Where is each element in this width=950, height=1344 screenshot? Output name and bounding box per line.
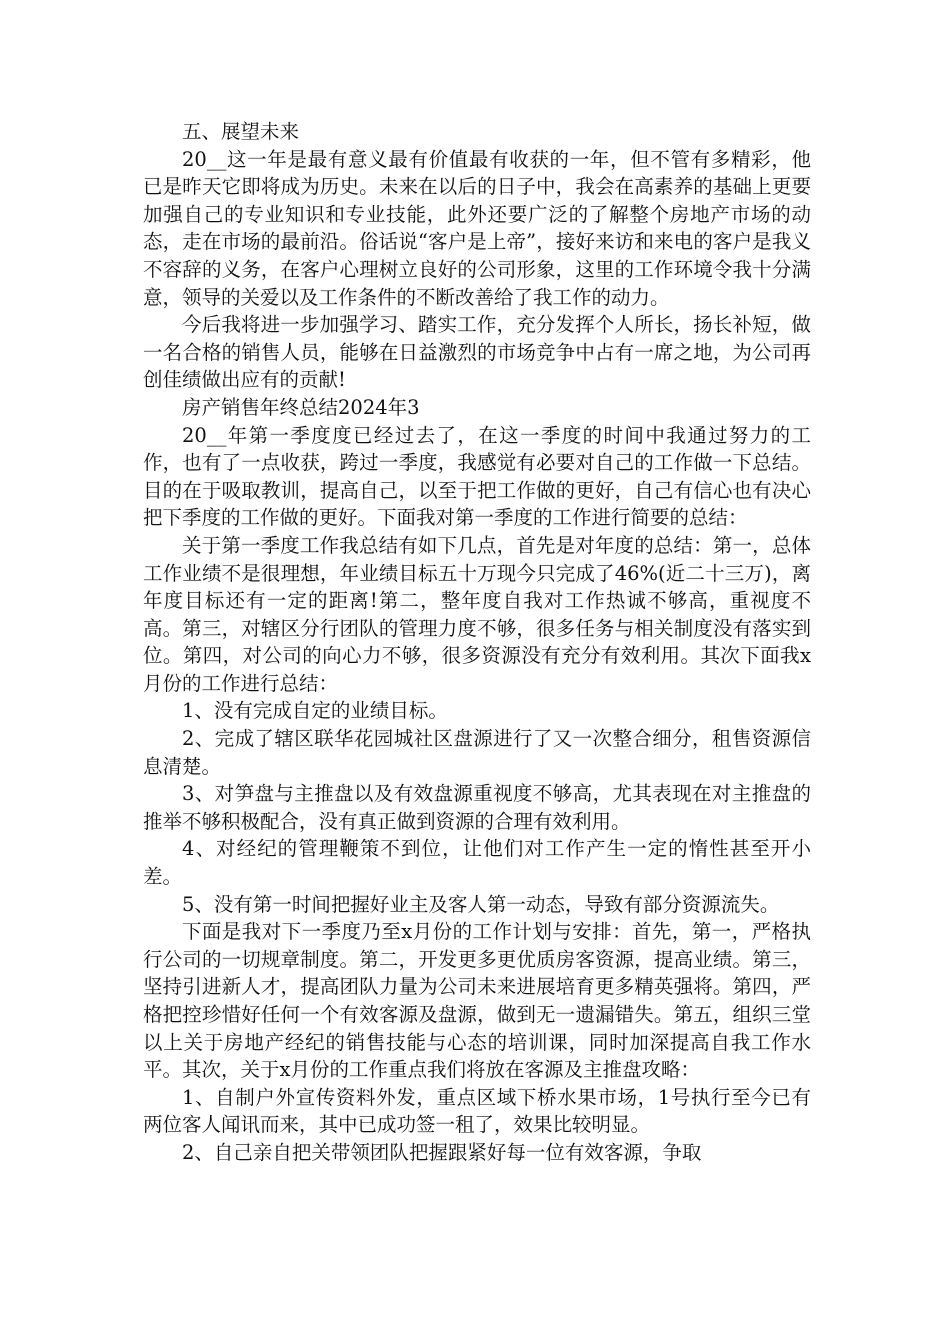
paragraph-next-plan: 下面是我对下一季度乃至x月份的工作计划与安排：首先，第一，严格执行公司的一切规章制度。第二，开发更多更优质房客资源，提高业绩。第三，坚持引进新人才，提高团队力量为公司未来进展培育更多精英强将。第四，严格把控珍惜好任何一个有效客源及盘源，做到无一遗漏错失。第五，组织三堂以上关于房地产经纪的销售技能与心态的培训课，同时加深提高自我工作水平。其次，关于x月份的工作重点我们将放在客源及主推盘攻略：: [143, 920, 811, 1082]
section-heading-summary-3: 房产销售年终总结2024年3: [182, 395, 420, 419]
paragraph-q1-summary: 关于第一季度工作我总结有如下几点，首先是对年度的总结：第一，总体工作业绩不是很理想，年业绩目标五十万现今只完成了46%(近二十三万)，离年度目标还有一定的距离!第二，整年度自我对工作热诚不够高，重视度不高。第三，对辖区分行团队的管理力度不够，很多任务与相关制度没有落实到位。第四，对公司的向心力不够，很多资源没有充分有效利用。其次下面我x月份的工作进行总结：: [143, 533, 811, 695]
list-item-5: 5、没有第一时间把握好业主及客人第一动态，导致有部分资源流失。: [182, 892, 780, 916]
plan-item-2: 2、自己亲自把关带领团队把握跟紧好每一位有效客源，争取: [182, 1140, 702, 1164]
paragraph-q1-intro: 20__年第一季度度已经过去了，在这一季度的时间中我通过努力的工作，也有了一点收获，跨过一季度，我感觉有必要对自己的工作做一下总结。目的在于吸取教训，提高自己，以至于把工作做的更好，自己有信心也有决心把下季度的工作做的更好。下面我对第一季度的工作进行简要的总结：: [143, 423, 811, 530]
document-page: [143, 118, 811, 1167]
plan-item-1: 1、自制户外宣传资料外发，重点区域下桥水果市场，1号执行至今已有两位客人闻讯而来，其中已成功签一租了，效果比较明显。: [143, 1085, 811, 1137]
list-item-4: 4、对经纪的管理鞭策不到位，让他们对工作产生一定的惰性甚至开小差。: [143, 837, 811, 889]
list-item-2: 2、完成了辖区联华花园城社区盘源进行了又一次整合细分，租售资源信息清楚。: [143, 727, 811, 778]
list-item-3: 3、对笋盘与主推盘以及有效盘源重视度不够高，尤其表现在对主推盘的推举不够积极配合，没有真正做到资源的合理有效利用。: [143, 782, 811, 833]
paragraph-outlook-closing: 今后我将进一步加强学习、踏实工作，充分发挥个人所长，扬长补短，做一名合格的销售人员，能够在日益激烈的市场竞争中占有一席之地，为公司再创佳绩做出应有的贡献!: [143, 313, 811, 392]
list-item-1: 1、没有完成自定的业绩目标。: [182, 699, 448, 723]
section-heading-outlook: 五、展望未来: [182, 120, 300, 143]
paragraph-outlook-body: 20__这一年是最有意义最有价值最有收获的一年，但不管有多精彩，他已是昨天它即将成为历史。未来在以后的日子中，我会在高素养的基础上更要加强自己的专业知识和专业技能，此外还要广泛的了解整个房地产市场的动态，走在市场的最前沿。俗话说“客户是上帝”，接好来访和来电的客户是我义不容辞的义务，在客户心理树立良好的公司形象，这里的工作环境令我十分满意，领导的关爱以及工作条件的不断改善给了我工作的动力。: [143, 147, 811, 309]
